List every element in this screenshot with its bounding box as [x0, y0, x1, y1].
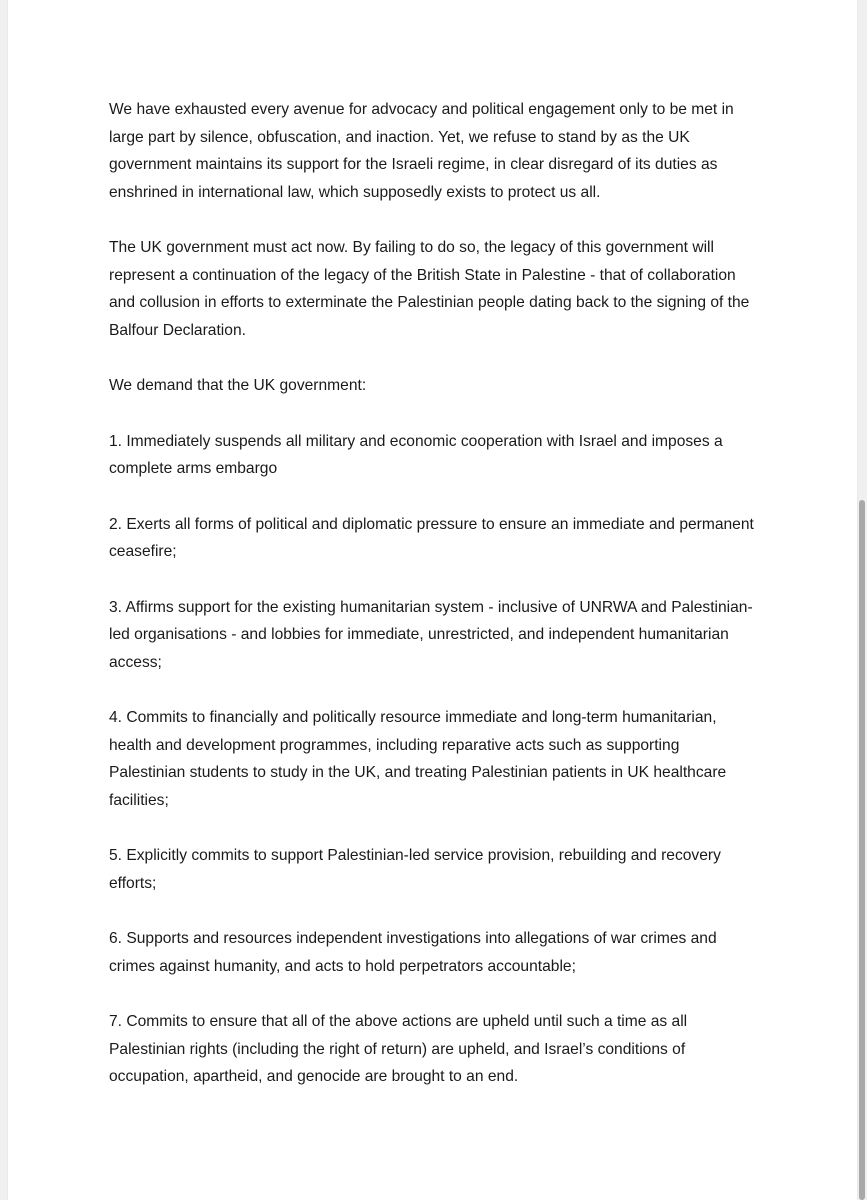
scrollbar-thumb[interactable] — [859, 500, 865, 1200]
demand-item-6: 6. Supports and resources independent investigations into allegations of war crimes and crimes against humanity, and acts to hold perpetrators accountable; — [109, 930, 717, 975]
demand-item-1: 1. Immediately suspends all military and economic cooperation with Israel and imposes a complete arms embargo — [109, 432, 723, 477]
demand-item-2: 2. Exerts all forms of political and diplomatic pressure to ensure an immediate and permanent ceasefire; — [109, 515, 754, 560]
paragraph-advocacy: We have exhausted every avenue for advocacy and political engagement only to be met in large part by silence, obfuscation, and inaction. Yet, we refuse to stand by as the UK government maintains its support for the Israeli regime, in clear disregard of its duties as enshrined in international law, which supposedly exists to protect us all. — [109, 101, 734, 201]
paragraph-act-now: The UK government must act now. By failing to do so, the legacy of this government will represent a continuation of the legacy of the British State in Palestine - that of collaboration and collusion in efforts to exterminate the Palestinian people dating back to the signing of the Balfour Declaration. — [109, 239, 750, 339]
document-page — [8, 0, 857, 1200]
document-content — [109, 96, 759, 1119]
demand-item-3: 3. Affirms support for the existing humanitarian system - inclusive of UNRWA and Palestinian-led organisations - and lobbies for immediate, unrestricted, and independent humanitarian access; — [109, 598, 753, 671]
scrollbar-track[interactable] — [857, 0, 867, 1200]
paragraph-demand-intro: We demand that the UK government: — [109, 377, 367, 394]
demand-item-7: 7. Commits to ensure that all of the above actions are upheld until such a time as all Palestinian rights (including the right of return) are upheld, and Israel’s conditions of occupation, apartheid, and genocide are brought to an end. — [109, 1013, 688, 1085]
demand-item-4: 4. Commits to financially and politically resource immediate and long-term humanitarian, health and development programmes, including reparative acts such as supporting Palestinian students to study in the UK, and treating Palestinian patients in UK healthcare facilities; — [109, 709, 727, 809]
demand-item-5: 5. Explicitly commits to support Palestinian-led service provision, rebuilding and recovery efforts; — [109, 847, 721, 892]
